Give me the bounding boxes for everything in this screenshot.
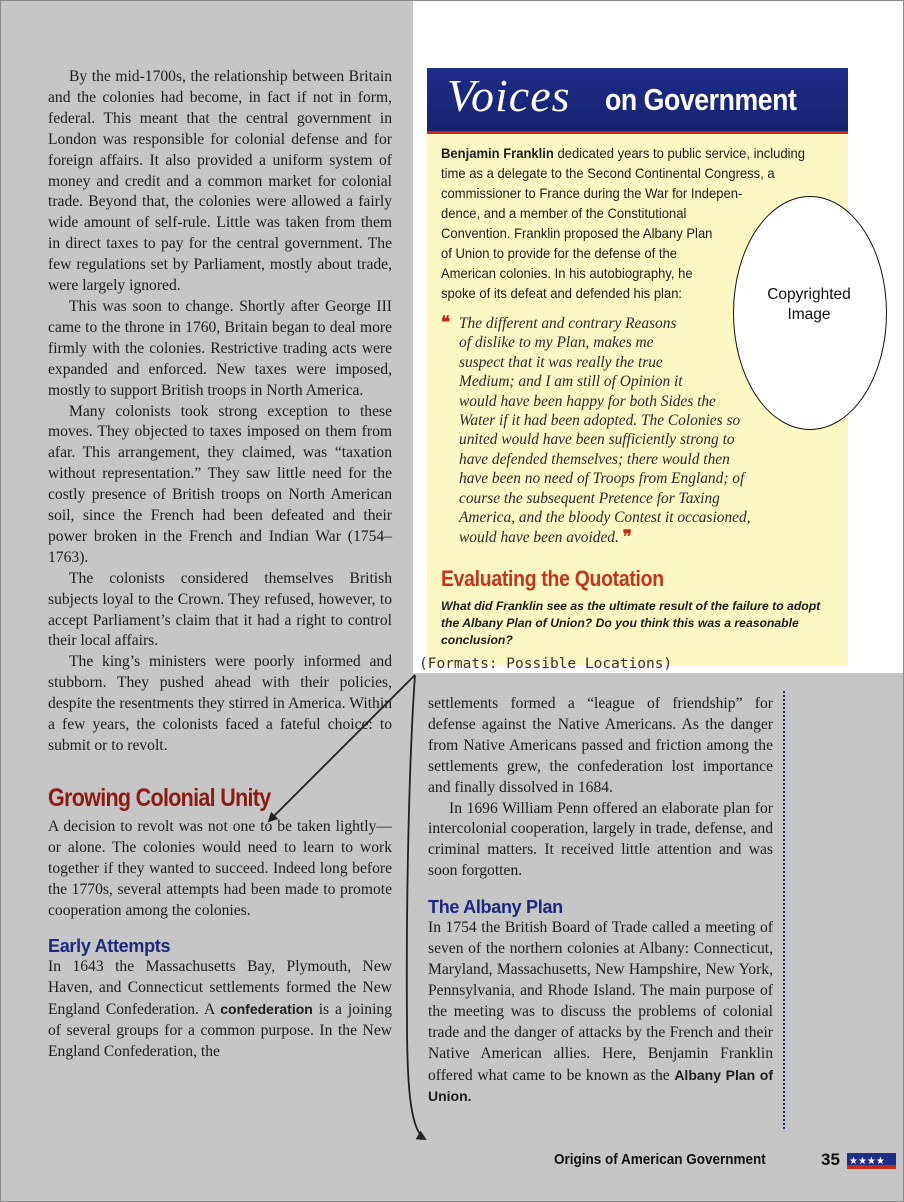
quote-line: would have been happy for both Sides the [459,392,716,410]
body-paragraph: By the mid-1700s, the relationship between Britain and the colonies had become, in fact if not in form, federal. This meant that the central government in London was responsible for colonial defense and for foreign affairs. It also provided a uniform system of money and credit and a common market for colonial trade. Beyond that, the colonies were allowed a fairly wide amount of self-rule. Little was taken from them in direct taxes to pay for the central government. The few regulations set by Parliament, mostly about trade, were largely ignored. [48,68,392,295]
question-line: What did Franklin see as the ultimate result of the failure to adopt [441,599,821,613]
intro-text: dedicated years to public service, including [553,145,806,161]
intro-line: dence, and a member of the Constitutional [441,205,687,221]
evaluating-heading: Evaluating the Quotation [441,566,664,591]
body-paragraph: Many colonists took strong exception to these moves. They objected to taxes imposed on them from afar. This arrangement, they claimed, was “taxation without representation.” They saw little need for the costly presence of British troops on North American soil, since the French had been defeated and their power broken in the French and Indian War (1754–1763). [48,402,392,566]
quote-line: united would have been sufficiently strong to [459,431,735,449]
stars-stripes-icon [847,1153,896,1169]
intro-line: commissioner to France during the War for Indepen- [441,185,743,201]
subheading-early-attempts: Early Attempts [48,936,171,957]
quote-line: America, and the bloody Contest it occasioned, [459,509,751,527]
key-term: Albany Plan of Union. [428,1066,774,1105]
formats-annotation-label: (Formats: Possible Locations) [419,656,673,672]
arrow-to-right-column [407,675,425,1139]
quote-line: of dislike to my Plan, makes me [459,334,654,352]
svg-text:★★★★: ★★★★ [849,1156,885,1167]
banner-title-voices: Voices [447,70,571,121]
quote-line: have defended themselves; there would then [459,450,730,468]
text-run: is a joining of several groups for a common purpose. In the New England Confederation, the [48,1001,392,1061]
body-paragraph: This was soon to change. Shortly after George III came to the throne in 1760, Britain began to deal more firmly with the colonies. Restrictive trading acts were expanded and enforced. New taxes were imposed, mostly to support British troops in North America. [48,297,392,399]
label-line: Copyrighted [767,286,851,303]
question-line: conclusion? [441,633,513,647]
intro-line: time as a delegate to the Second Continental Congress, a [441,165,775,181]
body-paragraph: The colonists considered themselves British subjects loyal to the Crown. They refused, however, to accept Parliament’s claim that it had a right to control their local affairs. [48,569,392,650]
text-run: In 1643 the Massachusetts Bay, Plymouth, New Haven, and Connecticut settlements formed the New England Confederation. A [48,958,392,1019]
footer-book-title: Origins of American Government [554,1151,766,1168]
quote-line: have been no need of Troops from England; of [459,470,745,488]
annotation-arrows [1,1,904,1202]
intro-line: spoke of its defeat and defended his plan: [441,285,683,301]
quote-line: Medium; and I am still of Opinion it [459,373,683,391]
key-term: confederation [220,1001,313,1018]
open-quote-icon: ❝ [441,313,451,332]
section-heading: Growing Colonial Unity [48,783,271,812]
page-number: 35 [821,1150,840,1169]
quote-line: The different and contrary Reasons [459,315,677,332]
arrow-to-left-column [269,675,415,821]
body-paragraph: In 1696 William Penn offered an elaborate plan for intercolonial cooperation, largely in trade, defense, and criminal matters. It received little attention and was soon forgotten. [428,799,773,880]
body-paragraph: The king’s ministers were poorly informed and stubborn. They pushed ahead with their policies, despite the resentments they stirred in America. Within a few years, the colonists faced a fateful choice: to submit or to revolt. [48,653,392,754]
intro-line: of Union to provide for the defense of the [441,245,677,261]
label-line: Image [787,306,831,323]
quote-text: would have been avoided. [459,529,619,547]
body-paragraph: A decision to revolt was not one to be taken lightly—or alone. The colonies would need to learn to work together if they wanted to succeed. Indeed long before the 1770s, several attempts had been made to promote cooperation among the colonies. [48,817,392,919]
intro-line: Convention. Franklin proposed the Albany Plan [441,225,713,241]
close-quote-icon: ❞ [622,527,632,547]
subheading-albany-plan: The Albany Plan [428,897,563,918]
body-paragraph: settlements formed a “league of friendship” for defense against the Native Americans. As the danger from Native Americans passed and friction among the settlements grew, the confederation lost importance and finally dissolved in 1684. [428,695,773,796]
quote-line: Water if it had been adopted. The Colonies so [459,412,741,430]
banner-title-government: on Government [605,82,797,117]
intro-bold: Benjamin Franklin [441,145,554,161]
quote-line: course the subsequent Pretence for Taxing [459,489,720,507]
question-line: the Albany Plan of Union? Do you think this was a reasonable [441,616,799,630]
intro-line: American colonies. In his autobiography, he [441,265,693,281]
text-run: In 1754 the British Board of Trade called a meeting of seven of the northern colonies at Albany: Connecticut, Maryland, Massachusetts, New Hampshire, New York, Pennsylvania, and Rhode Island. The main purpose of the meeting was to discuss the problems of colonial trade and the danger of attacks by the French and their Native American allies. Here, Benjamin Franklin offered what came to be known as the [428,919,773,1084]
quote-line: suspect that it was really the true [459,353,663,371]
